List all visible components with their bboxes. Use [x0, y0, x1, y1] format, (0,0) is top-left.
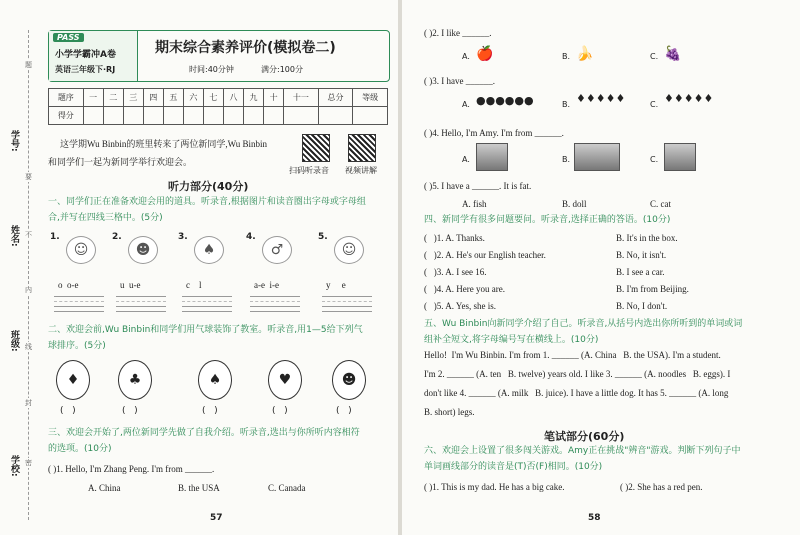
- passage-line: Hello! I'm Wu Binbin. I'm from 1. ______ (A. China B. the USA). I'm a student.: [424, 350, 721, 360]
- item-number: 1.: [50, 232, 60, 242]
- answer-option-b[interactable]: B. No, it isn't.: [616, 250, 667, 260]
- four-line-grid[interactable]: [182, 296, 232, 312]
- section5-instruction: [424, 316, 742, 348]
- balloons-icon: ●●●●●●: [476, 94, 534, 107]
- answer-option-a[interactable]: ( )1. A. Thanks.: [424, 233, 485, 243]
- instruction-line: 单词画线部分的读音是(T)否(F)相同。(10分): [424, 462, 603, 472]
- page-number: 57: [210, 513, 223, 523]
- score-header-cell: 题序: [49, 89, 84, 107]
- instruction-line: 一、同学们正在准备欢迎会用的道具。听录音,根据图片和读音圈出字母或字母组: [48, 197, 366, 207]
- binding-char: 不: [25, 231, 32, 239]
- grapes-icon: 🍇: [664, 46, 682, 62]
- listening-section-title: 听力部分(40分): [168, 180, 249, 193]
- binding-char: 题: [25, 61, 32, 69]
- series-name: 小学学霸冲A卷: [55, 50, 116, 60]
- left-page: [0, 0, 398, 535]
- option-a[interactable]: A.: [462, 100, 470, 109]
- option-c[interactable]: C. Canada: [268, 483, 306, 493]
- answer-option-b[interactable]: B. No, I don't.: [616, 301, 668, 311]
- option-c[interactable]: C. cat: [650, 199, 671, 209]
- prop-picture-icon: ☺: [66, 236, 96, 264]
- balloon-icon: ♣: [118, 360, 152, 400]
- option-b[interactable]: B. doll: [562, 199, 587, 209]
- class-label: 班级:: [9, 330, 19, 352]
- right-page: [402, 0, 800, 535]
- score-header-cell: 四: [143, 89, 163, 107]
- student-number-label: 学号:: [9, 130, 19, 152]
- prop-picture-icon: ♂: [262, 236, 292, 264]
- written-section-title: 笔试部分(60分): [544, 430, 625, 443]
- section4-instruction: 四、新同学有很多问题要问。听录音,选择正确的答语。(10分): [424, 215, 671, 225]
- school-label: 学校:: [9, 455, 19, 477]
- score-header-cell: 等级: [353, 89, 388, 107]
- question-3-1: ( )1. Hello, I'm Zhang Peng. I'm from ______.: [48, 464, 215, 474]
- order-answer-blank[interactable]: ( ): [60, 406, 76, 416]
- score-header-cell: 八: [223, 89, 243, 107]
- instruction-line: 合,并写在四线三格中。(5分): [48, 213, 163, 223]
- binding-char: 线: [25, 343, 32, 351]
- balloon-icon: ♦: [56, 360, 90, 400]
- banana-icon: 🍌: [576, 46, 594, 62]
- option-b[interactable]: B. the USA: [178, 483, 220, 493]
- option-a[interactable]: A. fish: [462, 199, 487, 209]
- question-3-3: ( )3. I have ______.: [424, 76, 495, 86]
- order-answer-blank[interactable]: ( ): [122, 406, 138, 416]
- qr-code-video[interactable]: [348, 134, 376, 162]
- time-label: 时间:40分钟: [189, 65, 234, 74]
- score-header-cell: 二: [103, 89, 123, 107]
- order-answer-blank[interactable]: ( ): [202, 406, 218, 416]
- option-b[interactable]: B.: [562, 155, 571, 164]
- answer-option-a[interactable]: ( )5. A. Yes, she is.: [424, 301, 497, 311]
- four-line-grid[interactable]: [322, 296, 372, 312]
- answer-option-a[interactable]: ( )4. A. Here you are.: [424, 284, 505, 294]
- big-ben-photo: [476, 143, 508, 171]
- letter-choices[interactable]: o o-e: [58, 280, 79, 290]
- answer-option-a[interactable]: ( )3. A. I see 16.: [424, 267, 487, 277]
- answer-option-b[interactable]: B. I'm from Beijing.: [616, 284, 689, 294]
- score-header-cell: 九: [244, 89, 264, 107]
- option-a[interactable]: A.: [462, 155, 470, 164]
- score-cell[interactable]: [143, 107, 163, 125]
- prop-picture-icon: ☺: [334, 236, 364, 264]
- grade-label: 英语三年级下·RJ: [55, 65, 116, 74]
- intro-line: 这学期Wu Binbin的班里转来了两位新同学,Wu Binbin: [60, 139, 268, 149]
- item-number: 4.: [246, 232, 256, 242]
- instruction-line: 球排序。(5分): [48, 341, 106, 351]
- score-cell[interactable]: [318, 107, 353, 125]
- binding-char: 内: [25, 286, 32, 294]
- passage-line: don't like 4. ______ (A. milk B. juice). I have a little dog. It has 5. ______ (A. long: [424, 388, 729, 398]
- score-header-cell: 总分: [318, 89, 353, 107]
- kites-icon: ♦♦♦♦♦: [664, 92, 714, 105]
- score-table: [48, 88, 388, 125]
- pass-logo: PASS: [53, 33, 84, 42]
- score-cell[interactable]: [103, 107, 123, 125]
- option-c[interactable]: C.: [650, 100, 659, 109]
- letter-choices[interactable]: a-e i-e: [254, 280, 279, 290]
- score-cell[interactable]: [83, 107, 103, 125]
- score-table-header-row: [49, 89, 388, 107]
- qr-code-audio[interactable]: [302, 134, 330, 162]
- item-number: 3.: [178, 232, 188, 242]
- scan-audio-label: 扫码听录音: [289, 166, 329, 175]
- score-cell[interactable]: [223, 107, 243, 125]
- order-answer-blank[interactable]: ( ): [336, 406, 352, 416]
- score-header-cell: 十: [264, 89, 284, 107]
- instruction-line: 组补全短文,将字母编号写在横线上。(10分): [424, 335, 599, 345]
- letter-choices[interactable]: u u-e: [120, 280, 141, 290]
- letter-choices[interactable]: c l: [186, 280, 202, 290]
- instruction-line: 三、欢迎会开始了,两位新同学先做了自我介绍。听录音,选出与你所听内容相符: [48, 428, 360, 438]
- prop-picture-icon: ♠: [194, 236, 224, 264]
- exam-header: [48, 30, 390, 82]
- binding-char: 密: [25, 459, 32, 467]
- option-b[interactable]: B.: [562, 100, 571, 109]
- score-cell[interactable]: [123, 107, 143, 125]
- video-label: 视频讲解: [345, 166, 377, 175]
- score-cell[interactable]: [203, 107, 223, 125]
- answer-option-a[interactable]: ( )2. A. He's our English teacher.: [424, 250, 546, 260]
- order-answer-blank[interactable]: ( ): [272, 406, 288, 416]
- score-header-cell: 三: [123, 89, 143, 107]
- score-cell[interactable]: [163, 107, 183, 125]
- page-title: 期末综合素养评价(模拟卷二): [155, 40, 336, 56]
- cn-tower-photo: [664, 143, 696, 171]
- binding-char: 要: [25, 173, 32, 181]
- four-line-grid[interactable]: [54, 296, 104, 312]
- option-c[interactable]: C.: [650, 52, 659, 61]
- score-header-cell: 十一: [284, 89, 319, 107]
- passage-line: I'm 2. ______ (A. ten B. twelve) years old. I like 3. ______ (A. noodles B. eggs). I: [424, 369, 731, 379]
- question-6-1: ( )1. This is my dad. He has a big cake.: [424, 482, 565, 492]
- answer-option-b[interactable]: B. It's in the box.: [616, 233, 678, 243]
- score-row-label: 得分: [49, 107, 84, 125]
- instruction-line: 五、Wu Binbin向新同学介绍了自己。听录音,从括号内选出你所听到的单词或词: [424, 319, 743, 329]
- binding-line: [28, 30, 29, 520]
- option-c[interactable]: C.: [650, 155, 659, 164]
- section1-instruction: [48, 194, 366, 226]
- score-header-cell: 五: [163, 89, 183, 107]
- score-cell[interactable]: [183, 107, 203, 125]
- section6-instruction: [424, 443, 741, 475]
- full-score-label: 满分:100分: [261, 65, 303, 74]
- section2-instruction: [48, 322, 363, 354]
- balloon-icon: ♠: [198, 360, 232, 400]
- instruction-line: 二、欢迎会前,Wu Binbin和同学们用气球装饰了教室。听录音,用1—5给下列气: [48, 325, 363, 335]
- question-3-2: ( )2. I like ______.: [424, 28, 492, 38]
- score-header-cell: 六: [183, 89, 203, 107]
- fruit-icon: 🍎: [476, 46, 494, 62]
- item-number: 2.: [112, 232, 122, 242]
- balloon-icon: ♥: [268, 360, 302, 400]
- question-3-4: ( )4. Hello, I'm Amy. I'm from ______.: [424, 128, 564, 138]
- score-header-cell: 一: [83, 89, 103, 107]
- passage-line: B. short) legs.: [424, 407, 475, 417]
- question-3-5: ( )5. I have a ______. It is fat.: [424, 181, 532, 191]
- letter-choices[interactable]: y e: [326, 280, 346, 290]
- question-6-2: ( )2. She has a red pen.: [620, 482, 703, 492]
- score-table-score-row: [49, 107, 388, 125]
- score-cell[interactable]: [353, 107, 388, 125]
- answer-option-b[interactable]: B. I see a car.: [616, 267, 665, 277]
- page-number: 58: [588, 513, 601, 523]
- score-cell[interactable]: [244, 107, 264, 125]
- four-line-grid[interactable]: [116, 296, 166, 312]
- section3-instruction: [48, 425, 360, 457]
- option-b[interactable]: B.: [562, 52, 571, 61]
- item-number: 5.: [318, 232, 328, 242]
- binding-char: 封: [25, 399, 32, 407]
- four-line-grid[interactable]: [250, 296, 300, 312]
- prop-picture-icon: ☻: [128, 236, 158, 264]
- intro-line: 和同学们一起为新同学举行欢迎会。: [48, 157, 193, 167]
- option-a[interactable]: A. China: [88, 483, 121, 493]
- great-wall-photo: [574, 143, 620, 171]
- instruction-line: 的选项。(10分): [48, 444, 112, 454]
- score-header-cell: 七: [203, 89, 223, 107]
- balloon-icon: ☻: [332, 360, 366, 400]
- kites-icon: ♦♦♦♦♦: [576, 92, 626, 105]
- score-cell[interactable]: [284, 107, 319, 125]
- instruction-line: 六、欢迎会上设置了很多闯关游戏。Amy正在挑战"辨音"游戏。判断下列句子中: [424, 446, 741, 456]
- series-box: [49, 31, 138, 81]
- score-cell[interactable]: [264, 107, 284, 125]
- name-label: 姓名:: [9, 225, 19, 247]
- option-a[interactable]: A.: [462, 52, 470, 61]
